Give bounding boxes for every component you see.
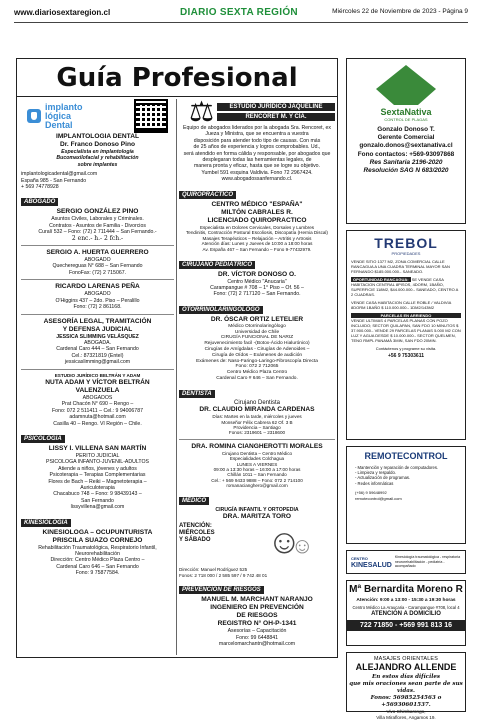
trebol-sub: PROPIEDADES [391, 251, 421, 256]
remo-email[interactable]: remotecontrol@gmail.com [355, 495, 402, 501]
header-rule [14, 22, 468, 23]
psych-line: Atiende a niños, jóvenes y adultos [58, 465, 137, 472]
psych-line: PSICOLOGA INFANTO-JUVENIL-ADULTOS [46, 459, 149, 466]
otorrino-line: Rejuvenecimiento facil -(Botox-Ácido Hialurónico) [204, 341, 310, 347]
section-kinesiologia: KINESIOLOGÍA [21, 519, 71, 527]
section-psicologia: PSICOLOGÍA [21, 435, 65, 443]
quiro-name: MILTÓN CABRALES R. [221, 208, 293, 216]
psych-line: Flores de Bach – Reiki – Magnetoterapia – [48, 478, 147, 485]
implanto-address: España 985 - San Fernando [21, 177, 87, 184]
natura-line: Res Sanitaria 2196-2020 [369, 158, 443, 166]
kinesalud-ad[interactable] [346, 550, 466, 574]
medico-line: Dirección: Manuel Rodríguez 525 [179, 567, 248, 573]
asesoria-email[interactable]: jessicaslimming@gmail.com [64, 359, 131, 366]
implanto-spec-1: Especialista en implantología [61, 149, 134, 155]
otorrino-line: CIRUGÍA FUNCIONAL DE NARIZ [220, 335, 294, 341]
riesgos-name: DE RIESGOS [236, 612, 278, 620]
dent-line: Cirujano Dentista – Centro Médico [221, 450, 293, 456]
otorrino-line: Médico Otorrinolaringólogo [228, 323, 286, 329]
lawyer-name: SERGIO GONZÁLEZ PINO [56, 208, 139, 216]
jaqueline-line: manera pronta y eficaz, hasta que se logre su objetivo. [193, 163, 320, 170]
otorrino-line: Exámenes de: Naso-Faringo-Laringo-Fibroscopía Directa [196, 358, 318, 364]
jaqueline-url[interactable]: www.abogadossanfernando.cl. [221, 176, 293, 183]
remo-item: - Limpieza y respaldo. [355, 470, 396, 476]
dent-name: DRA. ROMINA CIANGHEROTTI MORALES [191, 442, 323, 450]
jaqueline-line: disposición para atender todo tipo de causas. Con más [193, 137, 321, 144]
lawyer-line: Contratos - Asuntos de Familia - Divorcios [49, 222, 146, 229]
implanto-header [21, 99, 174, 133]
trebol-highlight: PARCELAS EN ARRIENDO [351, 313, 461, 318]
beltran-line: Fono: 072 2 511411 – Cel.: 9 94006787 [52, 407, 143, 414]
right-column [179, 99, 335, 657]
dent-line: Providencia – Santiago [233, 425, 281, 431]
scales-icon [179, 99, 215, 125]
remo-item: - Actualización de programas. [355, 475, 411, 481]
sextanativa-sub: CONTROL DE PLAGAS [384, 117, 428, 122]
dent-line: LUNES A VIERNES [236, 461, 278, 467]
lawyer-line: Asuntos Civiles, Laborales y Criminales. [51, 216, 144, 223]
implanto-doctor: Dr. Franco Donoso Pino [59, 141, 136, 148]
beltran-line: Casilla 40 – Rengo. VI Región – Chile. [53, 420, 142, 427]
trebol-text-4 [351, 313, 461, 343]
section-otorrino: OTORRINOLARINGÓLOGO [179, 306, 263, 314]
asesoria-line: Cel.: 87321819 (Entel) [71, 352, 124, 359]
masajes-line: Vivo Chimbarongo, [386, 709, 426, 714]
jaqueline-header [179, 99, 335, 125]
lawyer-name: RICARDO LARENAS PEÑA [55, 283, 140, 291]
beltran-line: Prat Chacón N° 690 – Rengo – [61, 401, 134, 408]
masajes-line: Villa Miraflores, Angamos 19. [376, 714, 436, 720]
masajes-name: ALEJANDRO ALLENDE [355, 662, 457, 672]
beltran-line: ABOGADOS [82, 394, 113, 401]
jaqueline-head: RENCORET M. Y CÍA. [217, 113, 335, 121]
trebol-text: SE VENDE CASA HABITACION CENTRAL 8PISOS, 4DORM, 1BAÑO, SUPERFICIE 118M2, $44.000.000.- SANEADO, CENTRO A 2 CUADRAS. [351, 277, 459, 297]
trebol-text-2 [351, 277, 461, 297]
trebol-ad[interactable] [346, 230, 466, 440]
dent-line: 09:00 a 13:30 horas – 16:00 a 17:00 horas [213, 467, 301, 473]
site-url[interactable]: www.diariosextaregion.cl [14, 8, 111, 17]
remotecontrol-ad[interactable] [346, 446, 466, 544]
quiro-line: Tendinitis, Contracción Postural Escoliosis, Discopatía (Hernia Discal) [186, 230, 328, 236]
ciru-name: DR. VÍCTOR DONOSO O. [218, 270, 296, 278]
psych-line: Psicoterapia – Terapias Complementarias [49, 472, 146, 479]
psych-line: Auriculoterapia [80, 485, 115, 491]
dent-line: Especialidades Colchagua [229, 456, 285, 462]
section-abogado: ABOGADO [21, 198, 58, 206]
lawyer-line: ABOGADO [84, 257, 111, 264]
riesgos-email[interactable]: marcelomarchantn@hotmail.com [218, 641, 296, 648]
section-dentista: DENTISTA [179, 390, 215, 398]
riesgos-line: Fono: 99 6448841 [235, 634, 279, 641]
kinesalud-logo: CENTRO [351, 556, 368, 561]
riesgos-name: INGENIERO EN PREVENCIÓN [210, 604, 304, 612]
medico-line: CIRUGÍA INFANTIL Y ORTOPEDIA [215, 506, 299, 513]
jaqueline-head: ESTUDIO JURÍDICO JAQUELINE [217, 103, 335, 111]
medico-line: ATENCIÓN: [179, 523, 212, 530]
kinesalud-logo: KINESALUD [351, 562, 392, 569]
page-header [0, 0, 480, 30]
bernardita-ad[interactable] [346, 580, 466, 646]
masajes-ad[interactable] [346, 652, 466, 720]
psych-line: Chacabuco 748 – Fono: 9 98439143 – [53, 491, 142, 498]
psych-email[interactable]: lissyvillena@gmail.com [70, 504, 125, 511]
quiro-line: Especialista en Dolores Cervicales, Dorsales y Lumbres [199, 224, 315, 230]
dent-email[interactable]: romanacianghero@gmail.com [226, 483, 288, 489]
jaqueline-line: será atendido en forma cálida y responsable, por abogados que desplegaran todas las herramientas legales, de [183, 150, 331, 164]
masajes-line: Fonos: 56985254563 o +56930601537. [370, 695, 442, 708]
tooth-icon [27, 109, 41, 123]
lawyer-line: ABOGADO [84, 291, 111, 298]
kinesio-line: Rehabilitación Traumatológica, Respiratorio Infantil, [38, 544, 157, 551]
jaqueline-line: Yumbel 591 esquina Valdivia. Fono 72 2967424. [201, 169, 313, 176]
masajes-head: MASAJES ORIENTALES [373, 656, 438, 662]
remo-phone: (+56) 9 59648992 [355, 489, 387, 495]
beltran-email[interactable]: adamnuta@hotmail.com [69, 414, 126, 421]
lawyer-line: Curalí 532 – Fono: (72) 2 711444 – San Fernando.- [38, 229, 157, 236]
trebol-text: VENDE CASA HABITACION CALLE ROBLE / VALDIVIA 8DORM 1BAÑO $ 110.000.000.- 1DM2/143M2 [351, 300, 452, 310]
implanto-logo [27, 103, 83, 130]
trebol-text: VENDE ULTIMAS 4 PARCELAS PLANAS CON POZO INCLUIDO; SECTOR QUILAPAN, SAN FDO 10 MINUTOS $ 37.900.000.- VENDE 29 PARCELAS PLANAS 5.000 M2 CON LUZ Y AGUA DESDE $ 10.000.000.- SECTOR QUELMEN, TENO RMPL PANAMÁ 3MIN, SAN FDO 20MIN. [351, 318, 461, 343]
bernardita-line: ATENCIÓN A DOMICILIO [371, 611, 441, 618]
kinesio-line: Neurorehabilitación [75, 551, 120, 558]
bernardita-phone: 722 71850 - +569 991 813 16 [347, 620, 465, 631]
otorrino-name: DR. ÓSCAR ORTIZ LETELIER [210, 315, 304, 323]
jaqueline-line: Equipo de abogados liderados por la abogada Sra. Rencoret, ex Jueza y Ministra, que se encuentra a vuestra [183, 125, 331, 138]
medico-line: Fonos: 2 718 000 / 2 585 597 / 9 742 48 01 [179, 572, 268, 578]
asesoria-name: JESSICA SLIMMING VELÁSQUEZ [56, 333, 139, 340]
left-column [21, 99, 174, 657]
lawyer-line: 2 enc.- h.- 2 fch.- [71, 234, 124, 242]
jaqueline-line: de 25 años de experiencia y logros comprobables. Ud., [193, 144, 321, 151]
kinesio-line: Cardenal Caro 646 – San Fernando [56, 563, 139, 570]
kinesio-line: Dirección: Centro Médico Plaza Centro – [50, 557, 145, 564]
otorrino-line: Cirugías de Amígdalas - Cirugías de Adenoides – [204, 347, 310, 353]
divider [21, 245, 174, 246]
section-cirujano: CIRUJANO PEDIÁTRICO [179, 261, 255, 269]
lawyer-line: O'Higgins 437 – 2do. Piso – Peralillo [55, 297, 140, 304]
riesgos-name: MANUEL M. MARCHANT NARANJO [201, 596, 313, 604]
masajes-line: En estos días difíciles [371, 674, 441, 680]
divider [21, 314, 174, 315]
trebol-text: VENDE SITIO 1377 M2, ZONA COMERCIAL CALLE RANCAGUA A UNA CUADRA TERMINAL MAYOR SAN FERNANDO $185.000.000.- SANEADO. [351, 259, 450, 274]
qr-code-icon[interactable] [134, 99, 168, 133]
trebol-phone: +56 9 75303611 [387, 353, 424, 359]
remotecontrol-logo: REMOTECONTROL [364, 451, 448, 461]
kinesio-name: PRISCILA SUAZO CORNEJO [52, 536, 143, 544]
implanto-title: IMPLANTOLOGIA DENTAL [55, 133, 140, 140]
otorrino-line: Cardenal Caro # 646 – San Fernando. [216, 376, 298, 382]
doctor-illustration-icon [261, 523, 317, 567]
lawyer-line: FonoFax: (72) 2 715067. [68, 269, 127, 276]
medico-line: MIÉRCOLES [179, 530, 215, 537]
implanto-spec-3: sobre implantes [77, 161, 118, 168]
bernardita-name: Mª Bernardita Moreno R [349, 584, 463, 595]
trebol-logo: TREBOL [374, 235, 438, 251]
section-title: DIARIO SEXTA REGIÓN [180, 7, 298, 18]
divider [21, 369, 174, 370]
kinesalud-text: Kinesiología traumatológica - respiratoria [394, 555, 461, 560]
natura-line: Resolución SAG N 683/2020 [363, 167, 449, 175]
ciru-line: Carampangue # 708 – 1° Piso – Of. 56 – [210, 285, 304, 292]
divider [179, 439, 335, 440]
riesgos-line: Asesorías – Capacitación [227, 628, 287, 635]
ads-column [346, 58, 466, 718]
lawyer-line: Fono: (72) 2 861168. [73, 304, 122, 311]
remo-item: - Redes informáticas [355, 480, 394, 486]
quiro-name: CENTRO MÉDICO "ESPAÑA" [211, 200, 303, 208]
otorrino-line: Fono: 072 2 712065 [235, 364, 279, 370]
bernardita-line: Atención: 9:00 a 13:00 - 15:30 a 19:30 horas [356, 598, 456, 603]
section-medico: MÉDICO [179, 497, 209, 505]
beltran-name: VALENZUELA [75, 386, 120, 394]
natura-email[interactable]: gonzalo.donos@sextanativa.cl [359, 142, 453, 150]
dent-line: Cel.: + 569 9433 9888 – Fono: 072 2 714100 [211, 477, 303, 483]
sextanativa-brand: SextaNativa [380, 107, 432, 117]
otorrino-line: Cirugía de Oídos – Exámenes de audición [211, 352, 303, 358]
ciru-line: Centro Médico "Anucaria" [227, 278, 287, 285]
implanto-spec-2: Bucomaxilofacial y rehabilitación [56, 155, 139, 162]
lawyer-line: Quechereguas N° 688 – San Fernando [52, 263, 143, 270]
natura-line: Fono contactos: +569-93097868 [357, 150, 455, 158]
logo-text-2: lógica [45, 110, 72, 121]
asesoria-line: Cardenal Caro 444 – San Fernando [56, 346, 139, 353]
section-quiropractico: QUIROPRÁCTICO [179, 191, 236, 199]
dent-line: Días: Martes en la tarde, miércoles y jueves [212, 414, 302, 420]
ciru-line: Fono: (72) 2 717120 – San Fernando. [213, 291, 301, 298]
leaf-logo-icon [376, 65, 436, 105]
medico-name: DRA. MARITZA TORO [222, 513, 292, 521]
bernardita-line: Centro Médico La Araucaria - Carampangue #708, local 4 [352, 604, 460, 610]
remo-item: - Mantención y reparación de computadores. [355, 465, 439, 470]
asesoria-line: ABOGADA. [83, 339, 112, 346]
beltran-head: ESTUDIO JURÍDICO BELTRÁN Y ADAM [54, 372, 141, 378]
kinesio-name: KINESIOLOGA – OCUPUNTURISTA [42, 528, 153, 536]
asesoria-name: Y DEFENSA JUDICIAL [62, 325, 133, 333]
implanto-phone: + 569 74778928 [21, 184, 59, 191]
otorrino-line: Centro Médico Plaza Centro [226, 370, 288, 376]
implanto-email[interactable]: implantologicadental@gmail.com [21, 171, 98, 178]
quiro-line: Masajes Terapéuticos – Relajación – Artritis y Artrosis [202, 235, 312, 241]
natura-line: Gonzalo Donoso T. [377, 126, 435, 133]
quiro-name: LICENCIADO QUIROPRACTICO [207, 216, 307, 224]
masajes-line: que mis oraciones sean parte de sus vidas. [349, 681, 463, 694]
section-riesgos: PREVENCIÓN DE RIESGOS [179, 586, 264, 594]
trebol-highlight: OPORTUNIDAD RANCAGUA: [353, 277, 409, 282]
dent-line: Cirujano Dentista [233, 399, 281, 406]
quiro-line: Atención días: Lunes y Jueves de 10:00 a 18:00 horas [201, 241, 313, 247]
professional-guide [16, 58, 338, 658]
kinesalud-text: neurorehabilitación - pediatría - acompañado [394, 559, 445, 569]
otorrino-line: Universidad de Chile [234, 329, 280, 335]
psych-line: San Fernando [81, 497, 114, 504]
sextanativa-ad[interactable] [346, 58, 466, 224]
logo-text-3: Dental [45, 119, 73, 130]
dent-line: Fonos: 2319601 – 2318600 [228, 430, 286, 436]
quiro-line: Av. España 467 – San Fernando – Fono 9-77432979. [202, 247, 312, 253]
psych-name: LISSY I. VILLENA SAN MARTÍN [48, 444, 147, 452]
trebol-text: Contáctenos y programe su visita. [375, 346, 437, 351]
dent-line: Monseñor Félix Cabrera 62 Of. 3 B [221, 419, 293, 425]
guide-title: Guía Profesional [17, 59, 337, 97]
divider [21, 279, 174, 280]
dent-name: DR. CLAUDIO MIRANDA CARDENAS [199, 406, 315, 414]
kinesio-line: Fono: 9 75877584. [75, 570, 120, 577]
page-date: Miércoles 22 de Noviembre de 2023 - Página 9 [332, 8, 468, 15]
medico-line: Y SÁBADO [179, 537, 211, 544]
dent-line: Chillán 1011 – San Fernando [227, 472, 287, 478]
beltran-name: NUTA ADAM Y VÍCTOR BELTRÁN [45, 378, 150, 386]
logo-text-1: implanto [45, 101, 83, 112]
column-divider [176, 99, 177, 655]
natura-line: Gerente Comercial [377, 134, 435, 142]
riesgos-name: REGISTRO N° OH-P-1341 [217, 620, 297, 628]
lawyer-name: SERGIO A. HUERTA GUERRERO [46, 249, 149, 257]
asesoria-name: ASESORÍA LEGAL, TRAMITACIÓN [43, 317, 152, 325]
psych-line: PERITO JUDICIAL [75, 452, 120, 459]
medico-block [179, 523, 335, 567]
